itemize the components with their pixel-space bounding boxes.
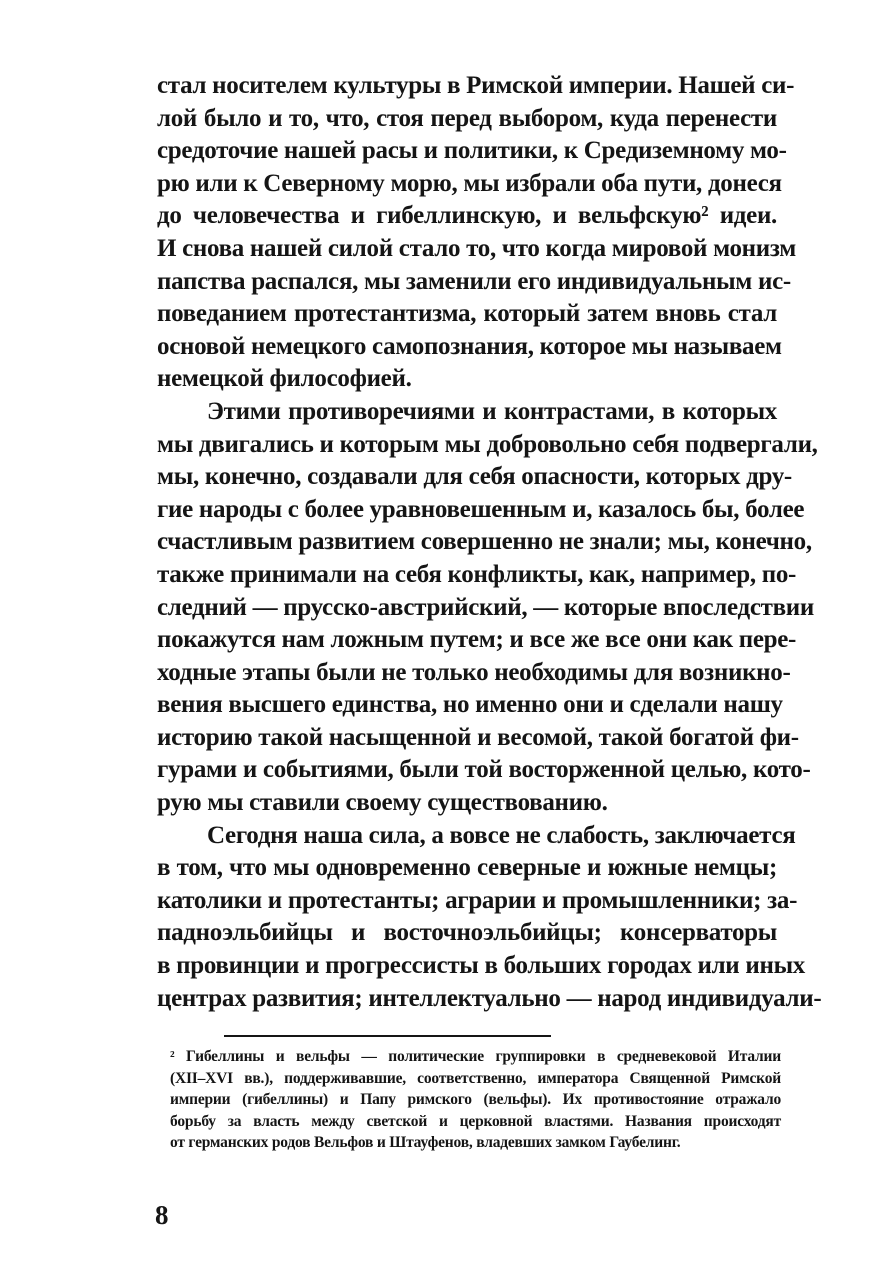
- text-line: лой было и то, что, стоя перед выбором, куда перенести: [157, 104, 777, 132]
- paragraph-end-line: рую мы ставили своему существованию.: [157, 789, 608, 817]
- text-line: гие народы с более уравновешенным и, казалось бы, более: [157, 495, 805, 523]
- paragraph-start-line: Сегодня наша сила, а вовсе не слабость, заключается: [207, 821, 796, 849]
- text-line: следний — прусско-австрийский, — которые впоследствии: [157, 593, 815, 621]
- footnote-line: ² Гибеллины и вельфы — политические группировки в средневековой Италии: [170, 1048, 781, 1065]
- text-line: в том, что мы одновременно северные и южные немцы;: [157, 854, 777, 882]
- text-line: средоточие нашей расы и политики, к Средиземному мо-: [157, 137, 787, 165]
- text-line: покажутся нам ложным путем; и все же все они как пере-: [157, 626, 797, 654]
- paragraph-start-line: Этими противоречиями и контрастами, в которых: [207, 397, 777, 425]
- footnote-divider: [224, 1035, 551, 1037]
- text-line: католики и протестанты; аграрии и промышленники; за-: [157, 886, 798, 914]
- footnote-line: (XII–XVI вв.), поддерживавшие, соответственно, императора Священной Римской: [170, 1069, 781, 1087]
- text-line: мы, конечно, создавали для себя опасности, которых дру-: [157, 463, 792, 491]
- text-line: вения высшего единства, но именно они и сделали нашу: [157, 691, 783, 719]
- text-line: папства распался, мы заменили его индивидуальным ис-: [157, 267, 791, 295]
- footnote-line: империи (гибеллины) и Папу римского (вельфы). Их противостояние отражало: [170, 1091, 781, 1108]
- text-line: ходные этапы были не только необходимы для возникно-: [157, 658, 791, 686]
- text-line: рю или к Северному морю, мы избрали оба пути, донеся: [157, 169, 782, 197]
- text-line: стал носителем культуры в Римской империи. Нашей си-: [157, 72, 795, 99]
- footnote: [170, 1046, 781, 1154]
- footnote-line: борьбу за власть между светской и церковной властями. Названия происходят: [170, 1112, 781, 1130]
- text-line: в провинции и прогрессисты в больших городах или иных: [157, 952, 805, 980]
- text-line: мы двигались и которым мы добровольно себя подвергали,: [157, 430, 818, 458]
- text-line: И снова нашей силой стало то, что когда мировой монизм: [157, 234, 797, 262]
- page-number: 8: [155, 1200, 169, 1230]
- footnote-line: от германских родов Вельфов и Штауфенов, владевших замком Гаубелинг.: [170, 1134, 681, 1151]
- main-text: [157, 70, 822, 1015]
- paragraph-end-line: немецкой философией.: [157, 365, 412, 393]
- text-line: до человечества и гибеллинскую, и вельфскую² идеи.: [157, 202, 777, 230]
- text-line: основой немецкого самопознания, которое мы называем: [157, 332, 782, 360]
- text-line: также принимали на себя конфликты, как, например, по-: [157, 560, 797, 588]
- text-line: гурами и событиями, были той восторженной целью, кото-: [157, 756, 811, 784]
- text-line: счастливым развитием совершенно не знали; мы, конечно,: [157, 528, 812, 556]
- text-line: историю такой насыщенной и весомой, такой богатой фи-: [157, 723, 799, 751]
- text-line: центрах развития; интеллектуально — народ индивидуали-: [157, 984, 822, 1012]
- text-line: падноэльбийцы и восточноэльбийцы; консерваторы: [157, 919, 777, 947]
- text-line: поведанием протестантизма, который затем вновь стал: [157, 300, 777, 328]
